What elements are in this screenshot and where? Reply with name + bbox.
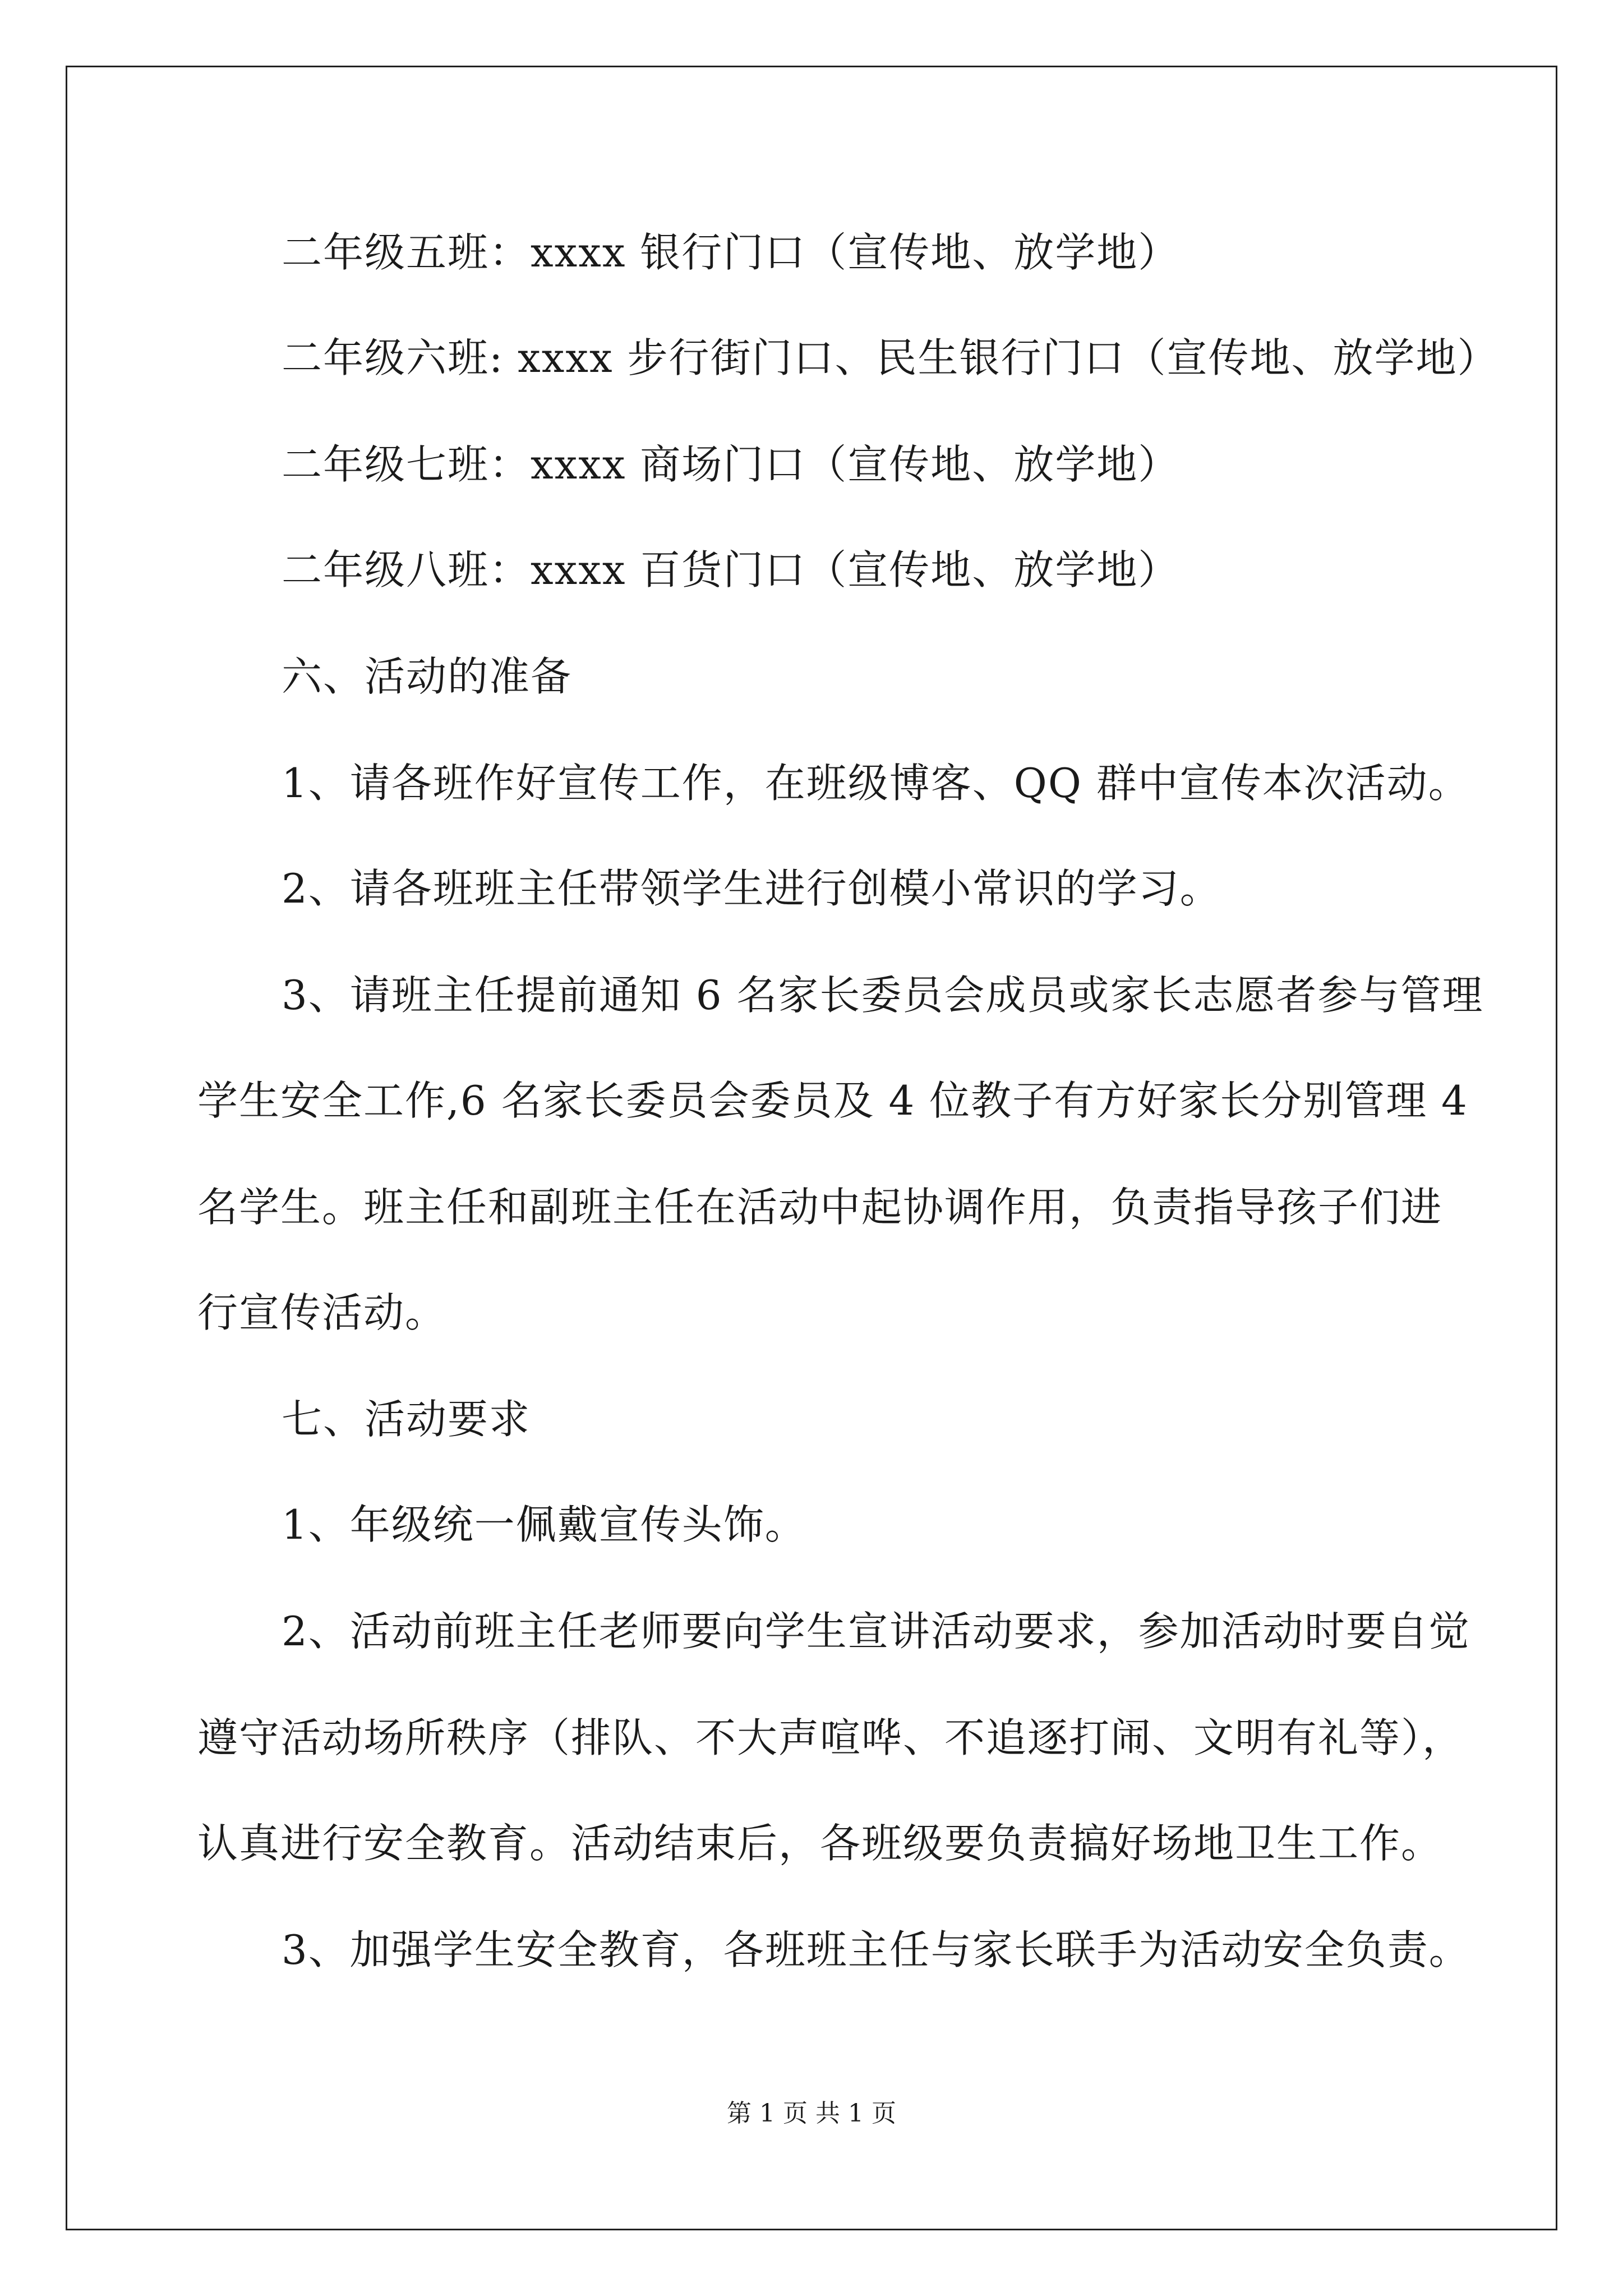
requirement-item-2-line-3: 认真进行安全教育。活动结束后，各班级要负责搞好场地卫生工作。: [197, 1820, 1443, 1867]
text-line-class-5: 二年级五班：xxxx 银行门口（宣传地、放学地）: [282, 229, 1180, 276]
requirement-item-3: 3、加强学生安全教育，各班班主任与家长联手为活动安全负责。: [282, 1926, 1470, 1973]
text-line-class-8: 二年级八班：xxxx 百货门口（宣传地、放学地）: [282, 546, 1180, 593]
section-heading-preparation: 六、活动的准备: [282, 653, 573, 700]
preparation-item-2: 2、请各班班主任带领学生进行创模小常识的学习。: [282, 865, 1221, 912]
page-number-footer: 第 1 页 共 1 页: [727, 2099, 896, 2128]
requirement-item-2-line-1: 2、活动前班主任老师要向学生宣讲活动要求，参加活动时要自觉: [282, 1608, 1470, 1655]
text-line-class-6: 二年级六班: xxxx 步行街门口、民生银行门口（宣传地、放学地）: [282, 334, 1499, 381]
preparation-item-3-line-3: 名学生。班主任和副班主任在活动中起协调作用，负责指导孩子们进: [197, 1184, 1443, 1231]
preparation-item-1: 1、请各班作好宣传工作，在班级博客、QQ 群中宣传本次活动。: [282, 760, 1470, 807]
page-border: [66, 66, 1557, 2230]
preparation-item-3-line-4: 行宣传活动。: [197, 1289, 447, 1336]
preparation-item-3-line-2: 学生安全工作,6 名家长委员会委员及 4 位教子有方好家长分别管理 4: [197, 1077, 1468, 1124]
section-heading-requirements: 七、活动要求: [282, 1396, 531, 1443]
requirement-item-1: 1、年级统一佩戴宣传头饰。: [282, 1501, 806, 1548]
requirement-item-2-line-2: 遵守活动场所秩序（排队、不大声喧哗、不追逐打闹、文明有礼等），: [197, 1714, 1464, 1761]
preparation-item-3-line-1: 3、请班主任提前通知 6 名家长委员会成员或家长志愿者参与管理: [282, 972, 1484, 1019]
text-line-class-7: 二年级七班：xxxx 商场门口（宣传地、放学地）: [282, 441, 1180, 488]
